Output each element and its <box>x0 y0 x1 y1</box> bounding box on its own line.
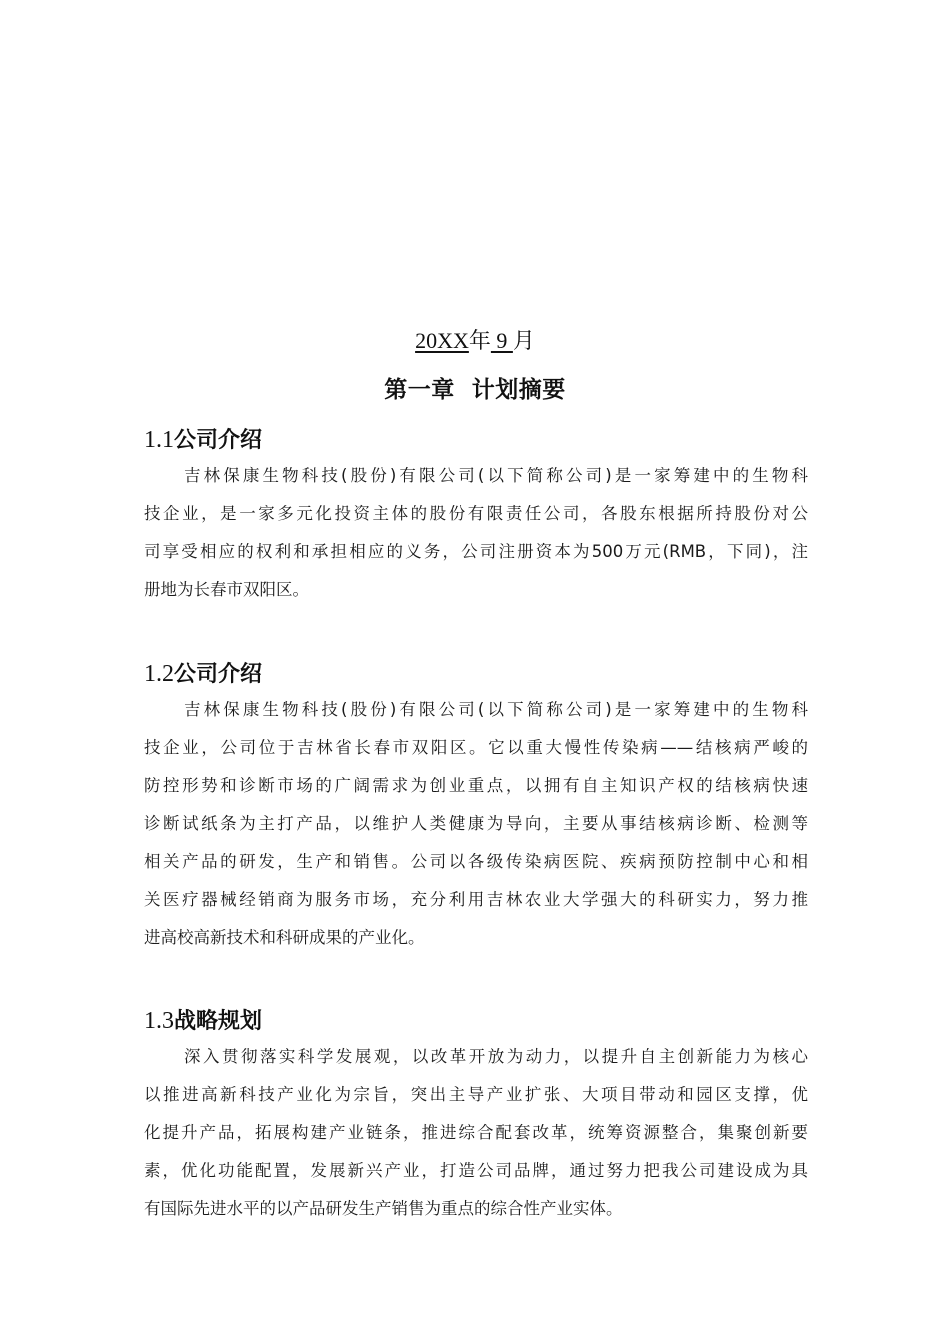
chapter-title: 第一章 计划摘要 <box>384 377 566 403</box>
paragraph-line: 技企业，公司位于吉林省长春市双阳区。它以重大慢性传染病——结核病严峻的 <box>144 738 808 757</box>
section-heading <box>144 1005 808 1038</box>
paragraph-line: 司享受相应的权利和承担相应的义务，公司注册资本为500万元(RMB，下同)，注 <box>144 542 808 561</box>
section-company-intro-2 <box>144 658 808 957</box>
paragraph-line: 深入贯彻落实科学发展观，以改革开放为动力，以提升自主创新能力为核心 <box>184 1047 808 1066</box>
section-number: 1.1 <box>144 427 174 453</box>
section-title: 战略规划 <box>174 1009 263 1034</box>
section-number: 1.3 <box>144 1008 174 1034</box>
paragraph-line: 化提升产品，拓展构建产业链条，推进综合配套改革，统筹资源整合，集聚创新要 <box>144 1123 808 1142</box>
document-date <box>0 326 950 356</box>
section-heading <box>144 424 808 457</box>
paragraph-line: 防控形势和诊断市场的广阔需求为创业重点，以拥有自主知识产权的结核病快速 <box>144 776 808 795</box>
section-title: 公司介绍 <box>174 662 263 687</box>
paragraph-line: 相关产品的研发，生产和销售。公司以各级传染病医院、疾病预防控制中心和相 <box>144 852 808 871</box>
section-title: 公司介绍 <box>174 428 263 453</box>
date-year-suffix: 年 <box>468 328 491 353</box>
date-month-suffix: 月 <box>512 328 535 353</box>
paragraph-line: 吉林保康生物科技(股份)有限公司(以下简称公司)是一家筹建中的生物科 <box>184 700 808 719</box>
section-strategic-planning <box>144 1005 808 1228</box>
date-year: 20XX <box>415 328 469 353</box>
paragraph-line: 有国际先进水平的以产品研发生产销售为重点的综合性产业实体。 <box>144 1199 623 1218</box>
section-paragraph <box>144 457 808 609</box>
section-company-intro-1 <box>144 424 808 609</box>
paragraph-line: 素，优化功能配置，发展新兴产业，打造公司品牌，通过努力把我公司建设成为具 <box>144 1161 808 1180</box>
section-paragraph <box>144 1038 808 1228</box>
paragraph-line: 技企业，是一家多元化投资主体的股份有限责任公司，各股东根据所持股份对公 <box>144 504 808 523</box>
section-paragraph <box>144 691 808 957</box>
paragraph-line: 吉林保康生物科技(股份)有限公司(以下简称公司)是一家筹建中的生物科 <box>184 466 808 485</box>
paragraph-line: 诊断试纸条为主打产品，以维护人类健康为导向，主要从事结核病诊断、检测等 <box>144 814 808 833</box>
paragraph-line: 进高校高新技术和科研成果的产业化。 <box>144 928 425 947</box>
date-month: 9 <box>490 328 513 353</box>
paragraph-line: 册地为长春市双阳区。 <box>144 580 309 599</box>
section-number: 1.2 <box>144 661 174 687</box>
paragraph-line: 关医疗器械经销商为服务市场，充分利用吉林农业大学强大的科研实力，努力推 <box>144 890 808 909</box>
section-heading <box>144 658 808 691</box>
paragraph-line: 以推进高新科技产业化为宗旨，突出主导产业扩张、大项目带动和园区支撑，优 <box>144 1085 808 1104</box>
